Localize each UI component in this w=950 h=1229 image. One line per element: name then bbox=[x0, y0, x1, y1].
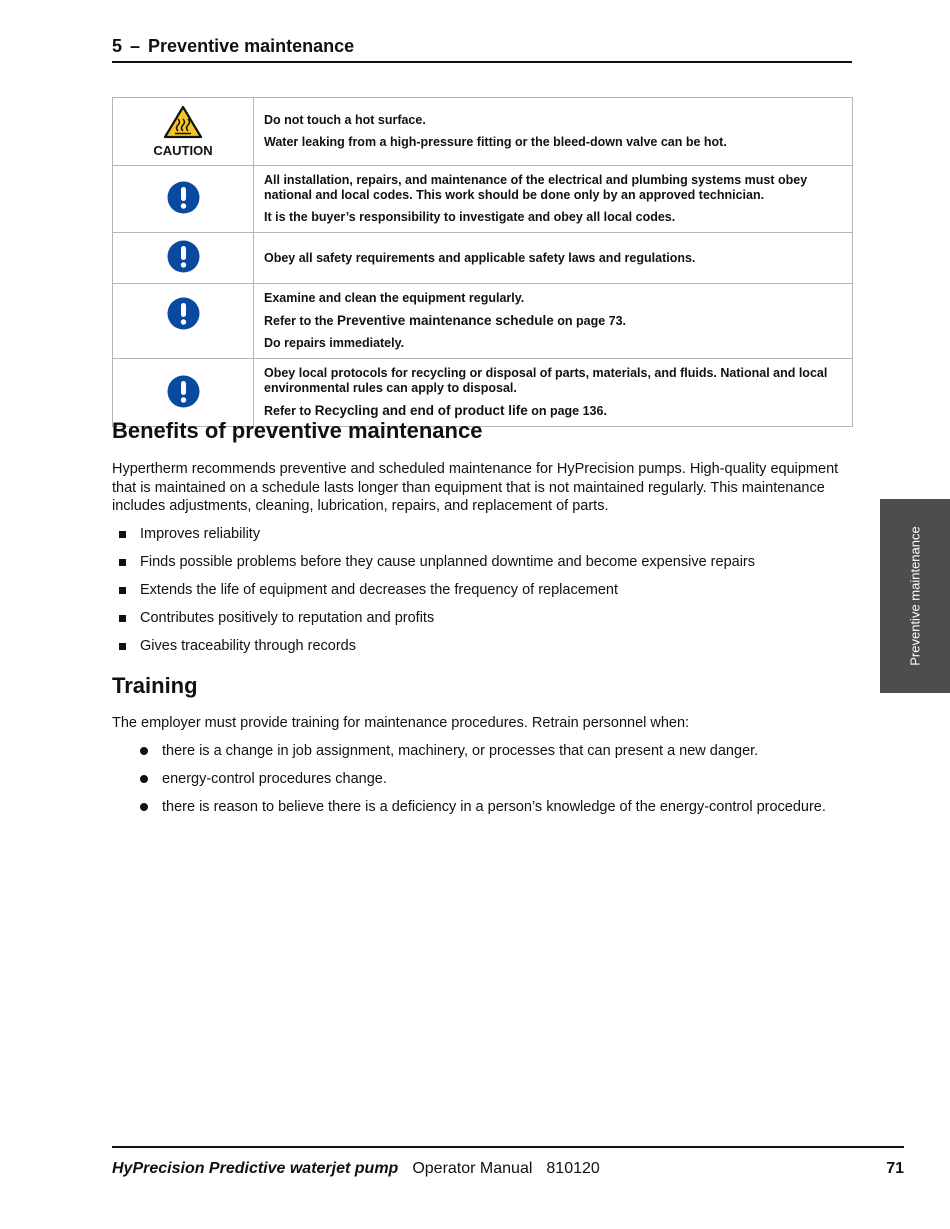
training-list bbox=[140, 742, 826, 826]
benefits-list bbox=[112, 525, 755, 665]
hot-surface-caution-icon bbox=[163, 105, 203, 139]
mandatory-action-icon bbox=[167, 375, 200, 408]
safety-icon-cell bbox=[113, 98, 254, 166]
side-tab-label: Preventive maintenance bbox=[907, 526, 923, 666]
list-item: Finds possible problems before they cause unplanned downtime and become expensive repairs bbox=[112, 553, 755, 581]
chapter-title: Preventive maintenance bbox=[148, 36, 355, 56]
safety-icon-cell bbox=[113, 359, 254, 427]
list-item: Gives traceability through records bbox=[112, 637, 755, 665]
safety-text: Obey local protocols for recycling or disposal of parts, materials, and fluids. National and local environmental rules can apply to disposal. bbox=[264, 366, 828, 395]
reference-link[interactable]: Recycling and end of product life bbox=[314, 403, 528, 418]
list-item: Contributes positively to reputation and profits bbox=[112, 609, 755, 637]
safety-icon-cell bbox=[113, 233, 254, 284]
chapter-side-tab[interactable] bbox=[880, 499, 950, 693]
training-heading: Training bbox=[112, 673, 198, 698]
list-item: there is reason to believe there is a deficiency in a person’s knowledge of the energy-control procedure. bbox=[140, 798, 826, 826]
chapter-number: 5 bbox=[112, 36, 123, 56]
safety-icon-cell bbox=[113, 284, 254, 359]
training-intro: The employer must provide training for maintenance procedures. Retrain personnel when: bbox=[112, 715, 690, 731]
manual-type: Operator Manual bbox=[412, 1160, 533, 1177]
mandatory-action-icon bbox=[167, 181, 200, 214]
reference-prefix: Refer to the bbox=[264, 314, 337, 328]
safety-reference bbox=[264, 403, 842, 419]
safety-text-cell bbox=[254, 284, 853, 359]
safety-row bbox=[113, 166, 853, 233]
safety-text-cell bbox=[254, 166, 853, 233]
caution-label: CAUTION bbox=[153, 143, 213, 158]
safety-row bbox=[113, 233, 853, 284]
list-item: Extends the life of equipment and decreases the frequency of replacement bbox=[112, 581, 755, 609]
safety-row bbox=[113, 284, 853, 359]
chapter-separator: – bbox=[130, 36, 141, 56]
reference-suffix: on page 136. bbox=[527, 404, 607, 418]
mandatory-action-icon bbox=[167, 240, 200, 273]
page-number: 71 bbox=[886, 1160, 904, 1177]
safety-text: Do not touch a hot surface. bbox=[264, 113, 426, 127]
footer-divider bbox=[112, 1146, 904, 1148]
safety-text-cell bbox=[254, 233, 853, 284]
safety-reference bbox=[264, 313, 842, 329]
safety-text-cell bbox=[254, 98, 853, 166]
safety-text: Do repairs immediately. bbox=[264, 336, 405, 350]
square-bullet-icon bbox=[119, 587, 126, 594]
safety-text: It is the buyer’s responsibility to investigate and obey all local codes. bbox=[264, 210, 676, 224]
page-footer bbox=[112, 1160, 904, 1178]
benefits-intro: Hypertherm recommends preventive and scheduled maintenance for HyPrecision pumps. High-quality equipment that is maintained on a schedule lasts longer than equipment that is not maintained regularly. This maintenance includes adjustments, cleaning, lubrication, repairs, and replacement of parts. bbox=[112, 461, 839, 514]
reference-prefix: Refer to bbox=[264, 404, 315, 418]
square-bullet-icon bbox=[119, 643, 126, 650]
list-item: there is a change in job assignment, machinery, or processes that can present a new danger. bbox=[140, 742, 826, 770]
round-bullet-icon bbox=[140, 775, 148, 783]
list-item: energy-control procedures change. bbox=[140, 770, 826, 798]
safety-messages-table bbox=[112, 97, 853, 427]
square-bullet-icon bbox=[119, 531, 126, 538]
safety-text-cell bbox=[254, 359, 853, 427]
safety-text: Examine and clean the equipment regularly. bbox=[264, 291, 525, 305]
safety-row bbox=[113, 98, 853, 166]
round-bullet-icon bbox=[140, 803, 148, 811]
safety-icon-cell bbox=[113, 166, 254, 233]
reference-suffix: on page 73. bbox=[553, 314, 627, 328]
safety-text: All installation, repairs, and maintenance of the electrical and plumbing systems must obey national and local codes. This work should be done only by an approved technician. bbox=[264, 173, 808, 202]
safety-text: Obey all safety requirements and applicable safety laws and regulations. bbox=[264, 250, 696, 265]
round-bullet-icon bbox=[140, 747, 148, 755]
list-item: Improves reliability bbox=[112, 525, 755, 553]
benefits-heading: Benefits of preventive maintenance bbox=[112, 418, 483, 443]
safety-text: Water leaking from a high-pressure fitting or the bleed-down valve can be hot. bbox=[264, 135, 727, 149]
page-header bbox=[112, 36, 852, 63]
safety-row bbox=[113, 359, 853, 427]
mandatory-action-icon bbox=[167, 297, 200, 330]
square-bullet-icon bbox=[119, 559, 126, 566]
reference-link[interactable]: Preventive maintenance schedule bbox=[336, 313, 554, 328]
product-name: HyPrecision Predictive waterjet pump bbox=[112, 1160, 399, 1177]
square-bullet-icon bbox=[119, 615, 126, 622]
document-number: 810120 bbox=[546, 1160, 600, 1177]
